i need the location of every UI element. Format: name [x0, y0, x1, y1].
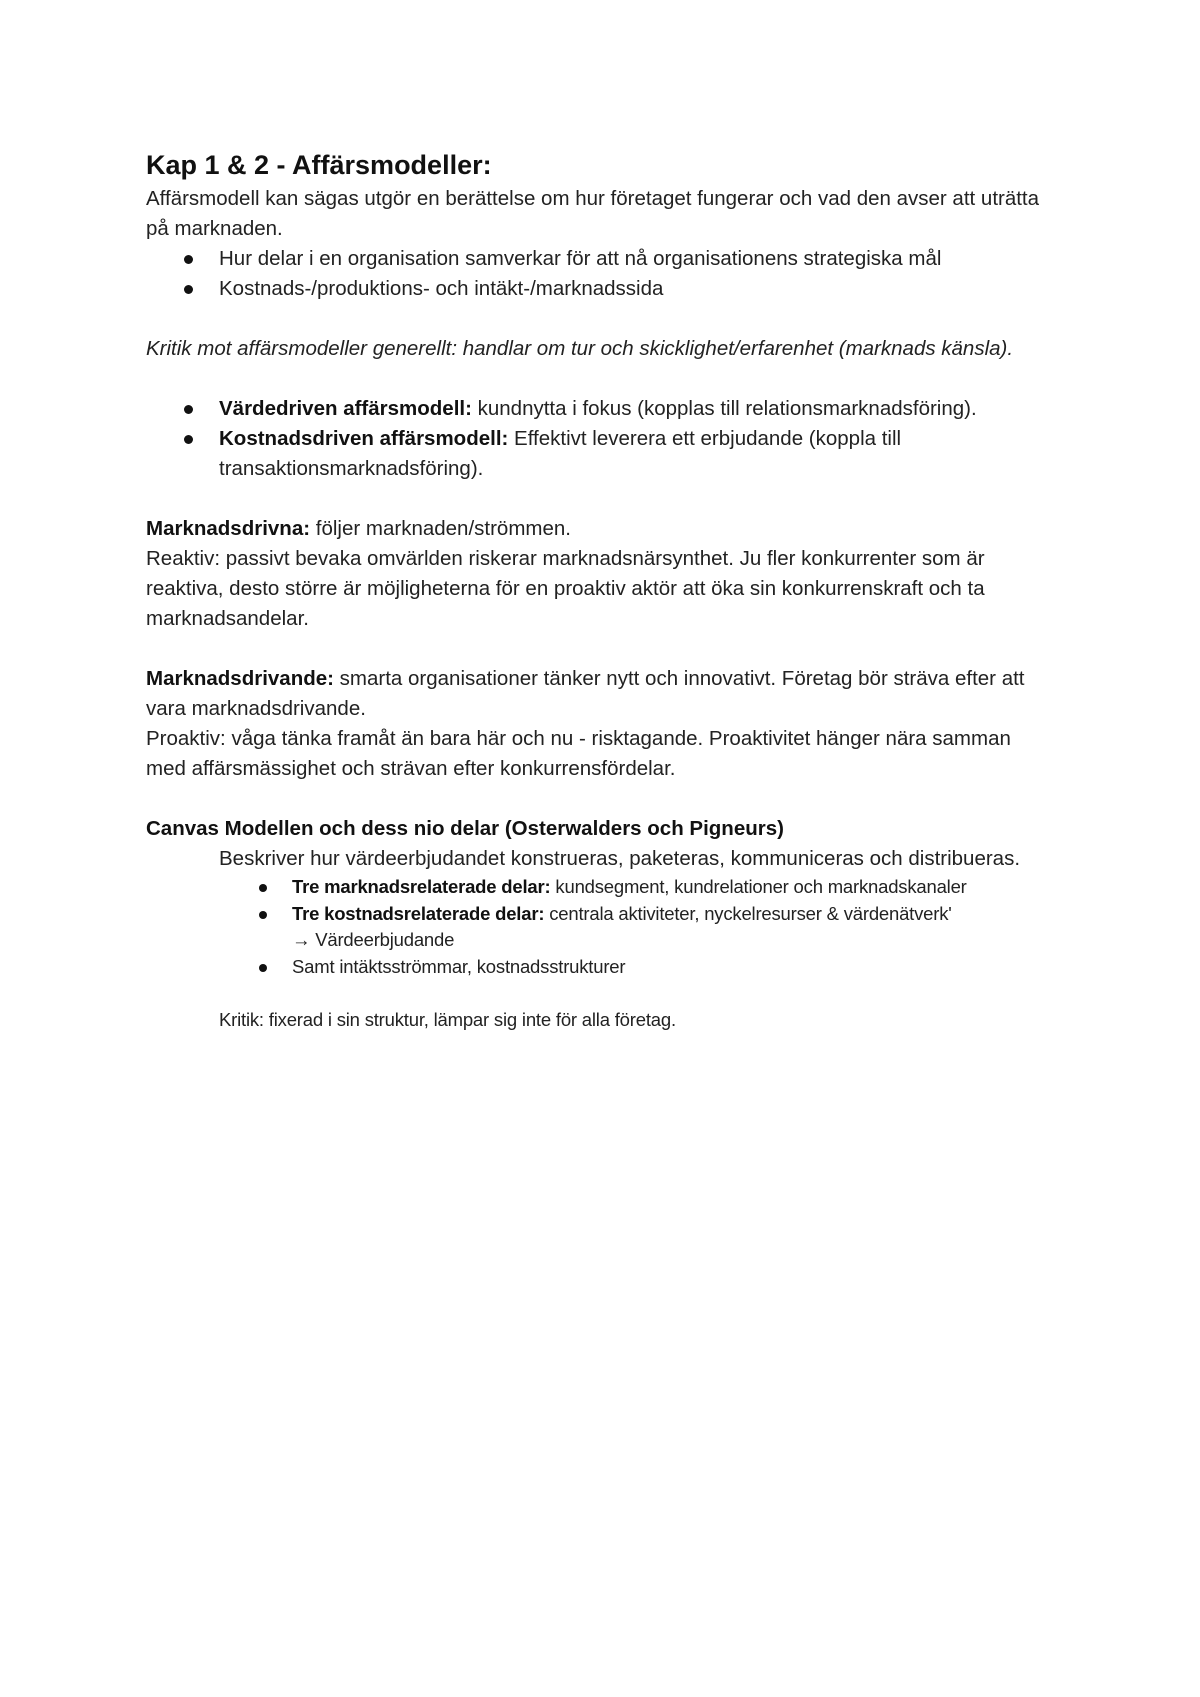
bullet-term: Tre marknadsrelaterade delar: [292, 876, 551, 897]
reaktiv-paragraph: Reaktiv: passivt bevaka omvärlden riskerar marknadsnärsynthet. Ju fler konkurrenter som är reaktiva, desto större är möjligheterna för en proaktiv aktör att öka sin konkurrenskraft och ta marknadsandelar. [146, 547, 985, 630]
canvas-kritik: Kritik: fixerad i sin struktur, lämpar sig inte för alla företag. [219, 1009, 676, 1030]
bullet-text: kundnytta i fokus (kopplas till relationsmarknadsföring). [471, 397, 977, 420]
bullet-text: Kostnads-/produktions- och intäkt-/marknadssida [219, 277, 664, 300]
document-title: Kap 1 & 2 - Affärsmodeller: [146, 150, 492, 180]
bullet-icon [184, 285, 193, 294]
intro-bullet-list [146, 244, 1054, 304]
marknadsdrivande-paragraph [146, 664, 1054, 724]
list-item [292, 954, 1054, 981]
bullet-icon [259, 964, 267, 972]
bullet-term: Kostnadsdriven affärsmodell: [219, 427, 509, 450]
list-item [292, 901, 1054, 954]
bullet-text: Hur delar i en organisation samverkar för att nå organisationens strategiska mål [219, 247, 942, 270]
spacer [146, 364, 1054, 394]
model-bullet-list [146, 394, 1054, 484]
bullet-icon [259, 911, 267, 919]
spacer [146, 634, 1054, 664]
bullet-text: Samt intäktsströmmar, kostnadsstrukturer [292, 955, 626, 977]
section-text: följer marknaden/strömmen. [310, 517, 571, 540]
section-term: Marknadsdrivna: [146, 517, 311, 540]
bullet-text-continued: → Värdeerbjudande [292, 929, 455, 950]
section-text: smarta organisationer tänker nytt och innovativt. Företag bör sträva efter att vara marknadsdrivande. [146, 667, 1025, 720]
list-item [219, 274, 1054, 304]
spacer [146, 484, 1054, 514]
spacer [146, 784, 1054, 814]
canvas-description: Beskriver hur värdeerbjudandet konstrueras, paketeras, kommuniceras och distribueras. [219, 847, 1021, 870]
bullet-text: centrala aktiviteter, nyckelresurser & värdenätverk' [544, 902, 952, 924]
proaktiv-paragraph: Proaktiv: våga tänka framåt än bara här och nu - risktagande. Proaktivitet hänger nära samman med affärsmässighet och strävan efter konkurrensfördelar. [146, 727, 1011, 780]
list-item [219, 394, 1054, 424]
bullet-icon [259, 884, 267, 892]
kritik-paragraph: Kritik mot affärsmodeller generellt: handlar om tur och skicklighet/erfarenhet (marknads känsla). [146, 337, 1014, 360]
bullet-term: Värdedriven affärsmodell: [219, 397, 472, 420]
spacer [146, 304, 1054, 334]
bullet-icon [184, 435, 193, 444]
bullet-icon [184, 255, 193, 264]
bullet-text: Effektivt leverera ett erbjudande (koppla till transaktionsmarknadsföring). [219, 427, 902, 480]
intro-paragraph: Affärsmodell kan sägas utgör en berättelse om hur företaget fungerar och vad den avser att uträtta på marknaden. [146, 187, 1040, 240]
canvas-heading: Canvas Modellen och dess nio delar (Osterwalders och Pigneurs) [146, 817, 784, 840]
canvas-bullet-list [146, 874, 1054, 980]
bullet-icon [184, 405, 193, 414]
list-item [292, 874, 1054, 901]
marknadsdrivna-paragraph [146, 514, 1054, 544]
bullet-term: Tre kostnadsrelaterade delar: [292, 902, 545, 924]
bullet-text: kundsegment, kundrelationer och marknadskanaler [550, 876, 967, 897]
section-term: Marknadsdrivande: [146, 667, 334, 690]
list-item [219, 424, 1054, 484]
list-item [219, 244, 1054, 274]
spacer [146, 980, 1054, 1007]
